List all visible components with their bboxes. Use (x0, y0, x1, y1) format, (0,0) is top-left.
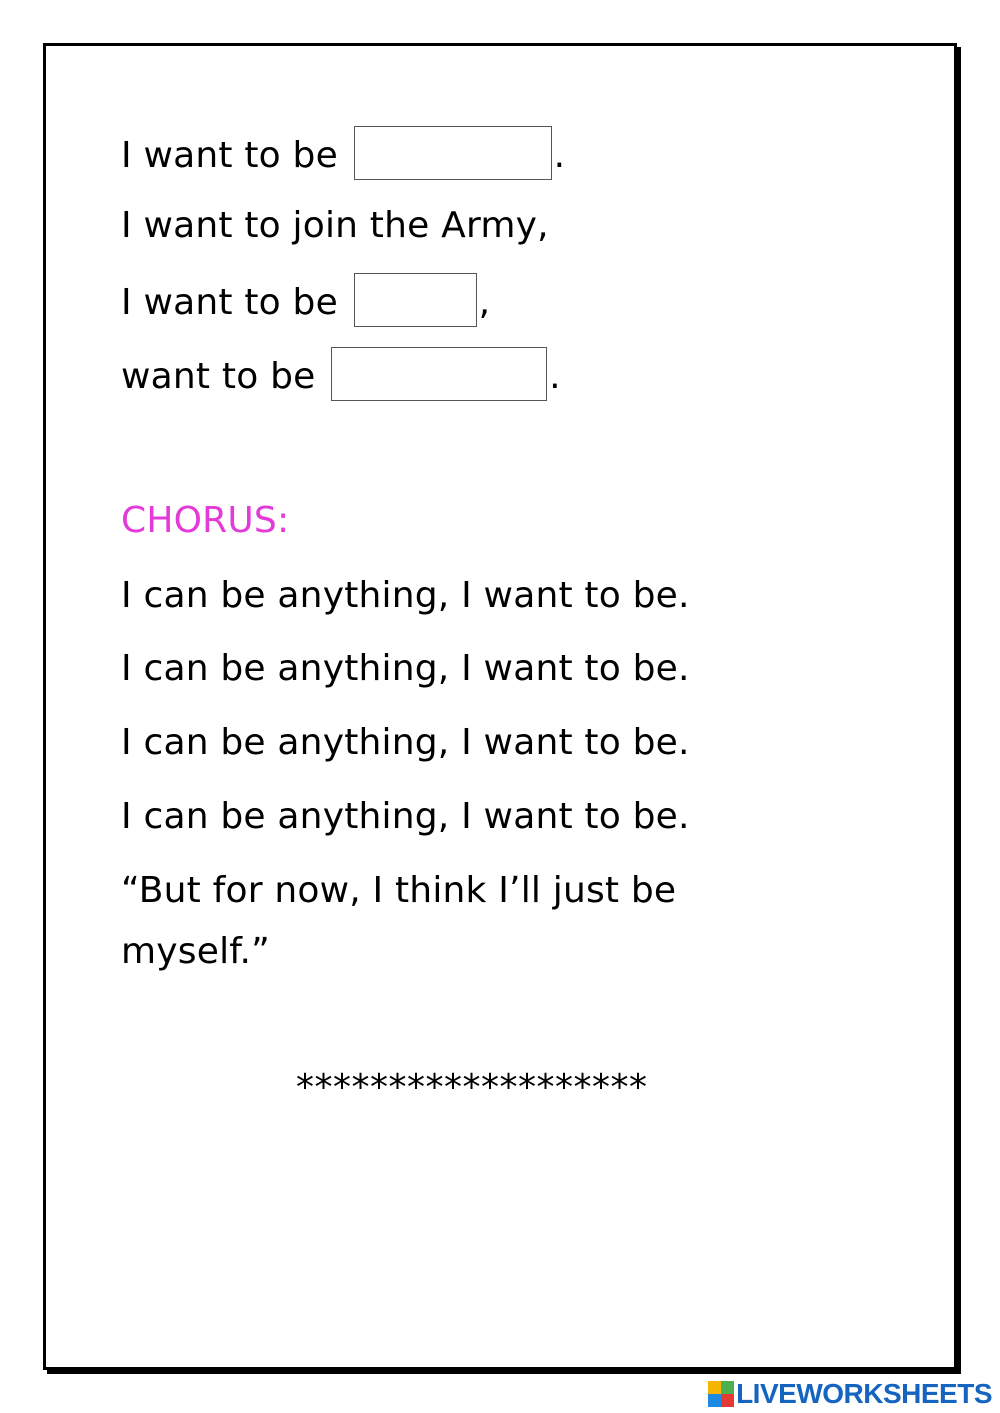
verse-line-4-text: want to be (121, 356, 316, 397)
chorus-line-4: I can be anything, I want to be. (121, 796, 690, 837)
liveworksheets-wordmark: LIVEWORKSHEETS (736, 1378, 992, 1409)
separator-stars: ******************* (296, 1067, 648, 1108)
verse-line-4-punct: . (549, 356, 561, 397)
verse-line-3-punct: , (478, 282, 491, 323)
verse-line-2 (121, 204, 549, 248)
verse-line-1 (121, 130, 565, 184)
verse-line-3 (121, 277, 490, 331)
logo-square-3 (708, 1394, 721, 1407)
answer-blank-3[interactable] (331, 347, 547, 401)
verse-line-1-punct: . (553, 135, 566, 176)
chorus-line-3: I can be anything, I want to be. (121, 722, 690, 763)
closing-line-1: “But for now, I think I’ll just be (121, 870, 677, 911)
verse-line-2-text: I want to join the Army, (121, 205, 549, 246)
closing-line-2: myself.” (121, 931, 271, 972)
answer-blank-1[interactable] (354, 126, 552, 180)
logo-square-4 (721, 1394, 734, 1407)
chorus-line-2: I can be anything, I want to be. (121, 648, 690, 689)
chorus-line-1: I can be anything, I want to be. (121, 575, 690, 616)
liveworksheets-mark-icon (708, 1381, 734, 1407)
verse-line-3-text: I want to be (121, 282, 338, 323)
logo-square-1 (708, 1381, 721, 1394)
answer-blank-2[interactable] (354, 273, 477, 327)
chorus-label: CHORUS: (121, 500, 290, 541)
verse-line-4 (121, 351, 561, 405)
verse-line-1-text: I want to be (121, 135, 338, 176)
logo-square-2 (721, 1381, 734, 1394)
liveworksheets-logo (708, 1380, 992, 1408)
